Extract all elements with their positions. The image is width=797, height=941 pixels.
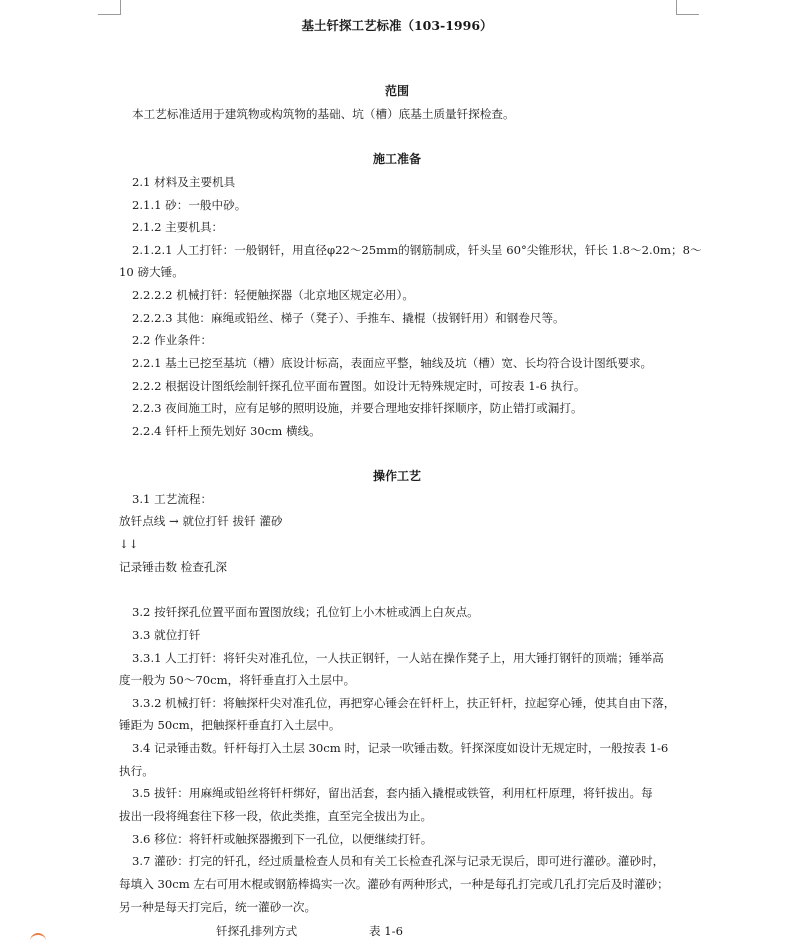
- preparation-line: 2.1.2.1 人工打钎：一般钢钎，用直径φ22～25mm的钢筋制成，钎头呈 60°尖锥形状，钎长 1.8～2.0m；8～: [132, 243, 702, 257]
- preparation-line: 2.1.2 主要机具：: [132, 220, 224, 234]
- preparation-line: 2.2.2 根据设计图纸绘制钎探孔位平面布置图。如设计无特殊规定时，可按表 1-6 执行。: [132, 379, 586, 393]
- scope-paragraph: 本工艺标准适用于建筑物或构筑物的基础、坑（槽）底基土质量钎探检查。: [132, 107, 515, 121]
- preparation-line: 2.1 材料及主要机具: [132, 175, 236, 189]
- preparation-line: 2.2.2.2 机械打钎：轻便触探器（北京地区规定必用）。: [132, 288, 414, 302]
- table-caption-title: 钎探孔排列方式: [216, 924, 298, 938]
- preparation-line: 2.2 作业条件：: [132, 333, 213, 347]
- document-title: 基土钎探工艺标准（103-1996）: [301, 18, 493, 33]
- operation-line: 另一种是每天打完后，统一灌砂一次。: [119, 900, 317, 914]
- operation-line: 3.5 拔钎：用麻绳或铅丝将钎杆绑好，留出活套，套内插入撬棍或铁管，利用杠杆原理，将钎拔出。每: [132, 786, 653, 800]
- operation-line: 3.3 就位打钎: [132, 628, 201, 642]
- section-heading-operation: 操作工艺: [372, 469, 421, 483]
- process-flow-line: 放钎点线 → 就位打钎 拔钎 灌砂: [119, 514, 283, 528]
- operation-line: 3.6 移位：将钎杆或触探器搬到下一孔位，以便继续打钎。: [132, 832, 433, 846]
- operation-line: 3.1 工艺流程：: [132, 492, 213, 506]
- process-flow-arrows: ↓↓: [119, 537, 139, 551]
- page-corner-mark-right: [676, 0, 699, 15]
- operation-line: 锤距为 50cm，把触探杆垂直打入土层中。: [119, 718, 341, 732]
- operation-line: 3.4 记录锤击数。钎杆每打入土层 30cm 时，记录一吹锤击数。钎探深度如设计无规定时，一般按表 1-6: [132, 741, 669, 755]
- preparation-line: 2.1.1 砂：一般中砂。: [132, 198, 247, 212]
- process-flow-line: 记录锤击数 检查孔深: [119, 560, 228, 574]
- section-heading-preparation: 施工准备: [372, 152, 421, 166]
- operation-line: 3.3.2 机械打钎：将触探杆尖对准孔位，再把穿心锤会在钎杆上，扶正钎杆，拉起穿心锤，使其自由下落，: [132, 696, 676, 710]
- section-heading-scope: 范围: [384, 84, 409, 98]
- operation-line: 3.2 按钎探孔位置平面布置图放线；孔位钉上小木桩或洒上白灰点。: [132, 605, 479, 619]
- preparation-line: 2.2.1 基土已挖至基坑（槽）底设计标高，表面应平整，轴线及坑（槽）宽、长均符合设计图纸要求。: [132, 356, 653, 370]
- preparation-line: 2.2.4 钎杆上预先划好 30cm 横线。: [132, 424, 321, 438]
- operation-line: 执行。: [119, 764, 154, 778]
- preparation-line: 10 磅大锤。: [119, 265, 184, 279]
- preparation-line: 2.2.2.3 其他：麻绳或铅丝、梯子（凳子）、手推车、撬棍（拔钢钎用）和钢卷尺等。: [132, 311, 565, 325]
- operation-line: 每填入 30cm 左右可用木棍或钢筋棒捣实一次。灌砂有两种形式，一种是每孔打完或几孔打完后及时灌砂；: [119, 877, 669, 891]
- preparation-line: 2.2.3 夜间施工时，应有足够的照明设施，并要合理地安排钎探顺序，防止错打或漏打。: [132, 401, 583, 415]
- operation-line: 度一般为 50～70cm，将钎垂直打入土层中。: [119, 673, 356, 687]
- edge-decoration-mark: [30, 933, 46, 941]
- operation-line: 3.7 灌砂：打完的钎孔，经过质量检查人员和有关工长检查孔深与记录无误后，即可进行灌砂。灌砂时，: [132, 854, 665, 868]
- operation-line: 拔出一段将绳套往下移一段，依此类推，直至完全拔出为止。: [119, 809, 433, 823]
- table-caption-number: 表 1-6: [369, 924, 403, 938]
- operation-line: 3.3.1 人工打钎：将钎尖对准孔位，一人扶正钢钎，一人站在操作凳子上，用大锤打钢钎的顶端；锤举高: [132, 651, 664, 665]
- page-corner-mark-left: [98, 0, 121, 15]
